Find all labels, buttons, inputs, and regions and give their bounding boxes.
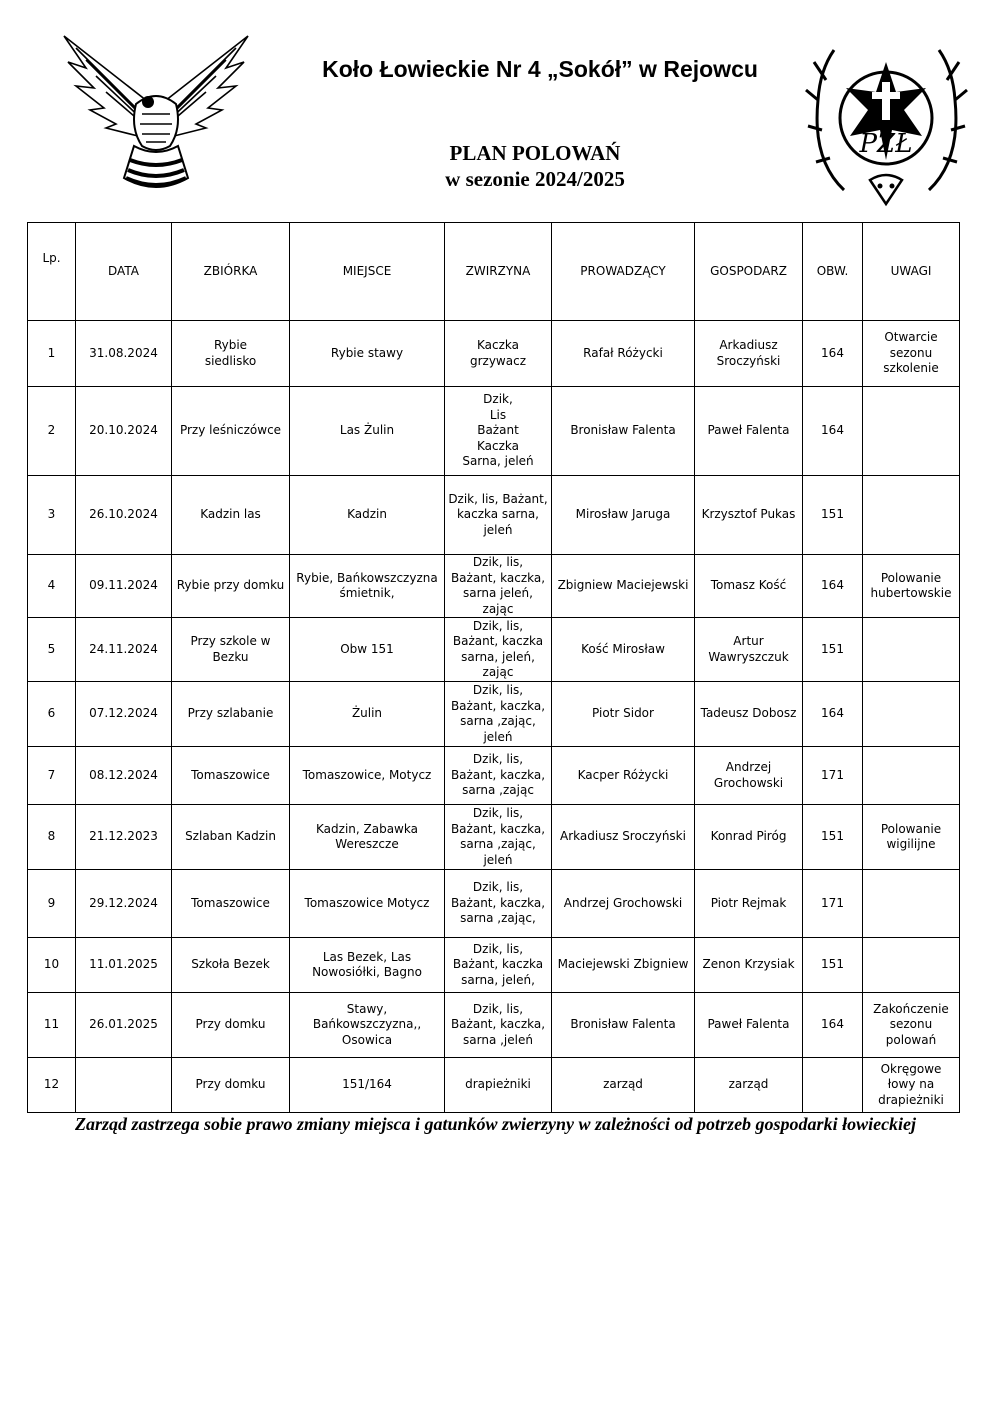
col-header-obw: OBW. [803, 223, 863, 321]
cell-zwierzyna: Dzik, lis, Bażant, kaczka, sarna ,zając, jeleń [445, 805, 552, 870]
cell-uwagi: Polowanie hubertowskie [863, 555, 960, 618]
cell-data: 08.12.2024 [76, 747, 172, 805]
cell-zwierzyna: Kaczka grzywacz [445, 321, 552, 387]
plan-title [300, 140, 770, 192]
cell-gospodarz: Paweł Falenta [695, 387, 803, 476]
club-name-heading: Koło Łowieckie Nr 4 „Sokół” w Rejowcu [322, 56, 758, 82]
cell-gospodarz: Piotr Rejmak [695, 870, 803, 938]
cell-uwagi [863, 938, 960, 993]
cell-obw [803, 1058, 863, 1113]
cell-uwagi [863, 387, 960, 476]
cell-gospodarz: Paweł Falenta [695, 993, 803, 1058]
cell-miejsce: Żulin [290, 682, 445, 747]
cell-lp: 12 [28, 1058, 76, 1113]
cell-data [76, 1058, 172, 1113]
pzl-emblem-logo [804, 40, 969, 210]
cell-lp: 6 [28, 682, 76, 747]
table-row [28, 555, 960, 618]
cell-uwagi [863, 747, 960, 805]
col-header-miejsce: MIEJSCE [290, 223, 445, 321]
cell-uwagi: Polowanie wigilijne [863, 805, 960, 870]
col-header-lp: Lp. [28, 223, 76, 321]
cell-uwagi: Okręgowe łowy na drapieżniki [863, 1058, 960, 1113]
cell-gospodarz: Artur Wawryszczuk [695, 618, 803, 682]
table-header-row [28, 223, 960, 321]
cell-prowadzacy: Mirosław Jaruga [552, 476, 695, 555]
cell-lp: 1 [28, 321, 76, 387]
cell-zbiorka: Przy szlabanie [172, 682, 290, 747]
cell-gospodarz: Konrad Piróg [695, 805, 803, 870]
cell-prowadzacy: Bronisław Falenta [552, 993, 695, 1058]
cell-data: 07.12.2024 [76, 682, 172, 747]
cell-uwagi [863, 618, 960, 682]
cell-zwierzyna: Dzik, lis, Bażant, kaczka, sarna ,zając, jeleń [445, 682, 552, 747]
cell-zwierzyna: Dzik, lis, Bażant, kaczka sarna, jeleń [445, 476, 552, 555]
cell-lp: 4 [28, 555, 76, 618]
cell-obw: 151 [803, 476, 863, 555]
cell-lp: 10 [28, 938, 76, 993]
cell-miejsce: 151/164 [290, 1058, 445, 1113]
cell-zbiorka: Kadzin las [172, 476, 290, 555]
cell-obw: 164 [803, 682, 863, 747]
col-header-zwierzyna: ZWIRZYNA [445, 223, 552, 321]
table-row [28, 321, 960, 387]
cell-miejsce: Stawy, Bańkowszczyzna,, Osowica [290, 993, 445, 1058]
table-row [28, 805, 960, 870]
cell-obw: 164 [803, 387, 863, 476]
cell-gospodarz: Krzysztof Pukas [695, 476, 803, 555]
cell-zbiorka: Szkoła Bezek [172, 938, 290, 993]
cell-prowadzacy: Maciejewski Zbigniew [552, 938, 695, 993]
table-row [28, 938, 960, 993]
cell-zwierzyna: Dzik, lis, Bażant, kaczka, sarna ,zając [445, 747, 552, 805]
cell-prowadzacy: Kość Mirosław [552, 618, 695, 682]
cell-prowadzacy: Zbigniew Maciejewski [552, 555, 695, 618]
pzl-logo-text: PZŁ [859, 129, 913, 159]
cell-obw: 151 [803, 938, 863, 993]
col-header-data: DATA [76, 223, 172, 321]
cell-uwagi: Otwarcie sezonu szkolenie [863, 321, 960, 387]
cell-data: 20.10.2024 [76, 387, 172, 476]
footer-note: Zarząd zastrzega sobie prawo zmiany miejsca i gatunków zwierzyny w zależności od potrzeb gospodarki łowieckiej [75, 1114, 917, 1134]
cell-prowadzacy: Piotr Sidor [552, 682, 695, 747]
cell-zbiorka: Przy domku [172, 1058, 290, 1113]
cell-gospodarz: zarząd [695, 1058, 803, 1113]
cell-prowadzacy: Arkadiusz Sroczyński [552, 805, 695, 870]
cell-data: 21.12.2023 [76, 805, 172, 870]
cell-miejsce: Obw 151 [290, 618, 445, 682]
cell-zbiorka: Rybie siedlisko [172, 321, 290, 387]
cell-lp: 9 [28, 870, 76, 938]
cell-zbiorka: Przy domku [172, 993, 290, 1058]
cell-zwierzyna: Dzik, lis, Bażant, kaczka, sarna jeleń, zając [445, 555, 552, 618]
col-header-zbiorka: ZBIÓRKA [172, 223, 290, 321]
table-row [28, 387, 960, 476]
cell-miejsce: Las Żulin [290, 387, 445, 476]
cell-data: 29.12.2024 [76, 870, 172, 938]
cell-gospodarz: Andrzej Grochowski [695, 747, 803, 805]
table-row [28, 993, 960, 1058]
cell-lp: 5 [28, 618, 76, 682]
cell-gospodarz: Tadeusz Dobosz [695, 682, 803, 747]
hunting-plan-table [27, 222, 960, 1113]
cell-zbiorka: Tomaszowice [172, 747, 290, 805]
cell-zbiorka: Rybie przy domku [172, 555, 290, 618]
cell-miejsce: Kadzin [290, 476, 445, 555]
col-header-prowadzacy: PROWADZĄCY [552, 223, 695, 321]
cell-data: 26.01.2025 [76, 993, 172, 1058]
cell-gospodarz: Tomasz Kość [695, 555, 803, 618]
cell-obw: 164 [803, 555, 863, 618]
table-row [28, 747, 960, 805]
cell-uwagi: Zakończenie sezonu polowań [863, 993, 960, 1058]
cell-obw: 151 [803, 618, 863, 682]
cell-miejsce: Rybie stawy [290, 321, 445, 387]
cell-prowadzacy: zarząd [552, 1058, 695, 1113]
cell-lp: 7 [28, 747, 76, 805]
cell-miejsce: Las Bezek, Las Nowosiółki, Bagno [290, 938, 445, 993]
cell-uwagi [863, 870, 960, 938]
cell-uwagi [863, 682, 960, 747]
cell-data: 26.10.2024 [76, 476, 172, 555]
cell-obw: 171 [803, 870, 863, 938]
table-row [28, 618, 960, 682]
cell-zbiorka: Przy szkole w Bezku [172, 618, 290, 682]
cell-prowadzacy: Bronisław Falenta [552, 387, 695, 476]
table-row [28, 682, 960, 747]
cell-data: 31.08.2024 [76, 321, 172, 387]
cell-zwierzyna: Dzik, lis, Bażant, kaczka sarna, jeleń, [445, 938, 552, 993]
cell-lp: 8 [28, 805, 76, 870]
cell-zwierzyna: drapieżniki [445, 1058, 552, 1113]
cell-zwierzyna: Dzik, lis, Bażant, kaczka, sarna ,zając, [445, 870, 552, 938]
cell-data: 11.01.2025 [76, 938, 172, 993]
cell-miejsce: Rybie, Bańkowszczyzna śmietnik, [290, 555, 445, 618]
cell-data: 24.11.2024 [76, 618, 172, 682]
cell-obw: 151 [803, 805, 863, 870]
table-row [28, 1058, 960, 1113]
cell-data: 09.11.2024 [76, 555, 172, 618]
cell-obw: 164 [803, 321, 863, 387]
cell-gospodarz: Zenon Krzysiak [695, 938, 803, 993]
cell-miejsce: Tomaszowice, Motycz [290, 747, 445, 805]
cell-gospodarz: Arkadiusz Sroczyński [695, 321, 803, 387]
plan-title-line-1: PLAN POLOWAŃ [449, 141, 621, 165]
cell-prowadzacy: Rafał Różycki [552, 321, 695, 387]
cell-zwierzyna: Dzik, lis, Bażant, kaczka sarna, jeleń, zając [445, 618, 552, 682]
col-header-gospodarz: GOSPODARZ [695, 223, 803, 321]
plan-title-line-2: w sezonie 2024/2025 [445, 167, 625, 191]
cell-obw: 164 [803, 993, 863, 1058]
cell-miejsce: Kadzin, Zabawka Wereszcze [290, 805, 445, 870]
cell-lp: 2 [28, 387, 76, 476]
cell-prowadzacy: Kacper Różycki [552, 747, 695, 805]
cell-miejsce: Tomaszowice Motycz [290, 870, 445, 938]
cell-obw: 171 [803, 747, 863, 805]
table-row [28, 476, 960, 555]
cell-zwierzyna: Dzik, Lis Bażant Kaczka Sarna, jeleń [445, 387, 552, 476]
cell-lp: 3 [28, 476, 76, 555]
cell-uwagi [863, 476, 960, 555]
cell-prowadzacy: Andrzej Grochowski [552, 870, 695, 938]
cell-zbiorka: Szlaban Kadzin [172, 805, 290, 870]
col-header-uwagi: UWAGI [863, 223, 960, 321]
cell-zbiorka: Tomaszowice [172, 870, 290, 938]
cell-zwierzyna: Dzik, lis, Bażant, kaczka, sarna ,jeleń [445, 993, 552, 1058]
cell-zbiorka: Przy leśniczówce [172, 387, 290, 476]
hawk-logo [56, 28, 256, 203]
table-row [28, 870, 960, 938]
cell-lp: 11 [28, 993, 76, 1058]
